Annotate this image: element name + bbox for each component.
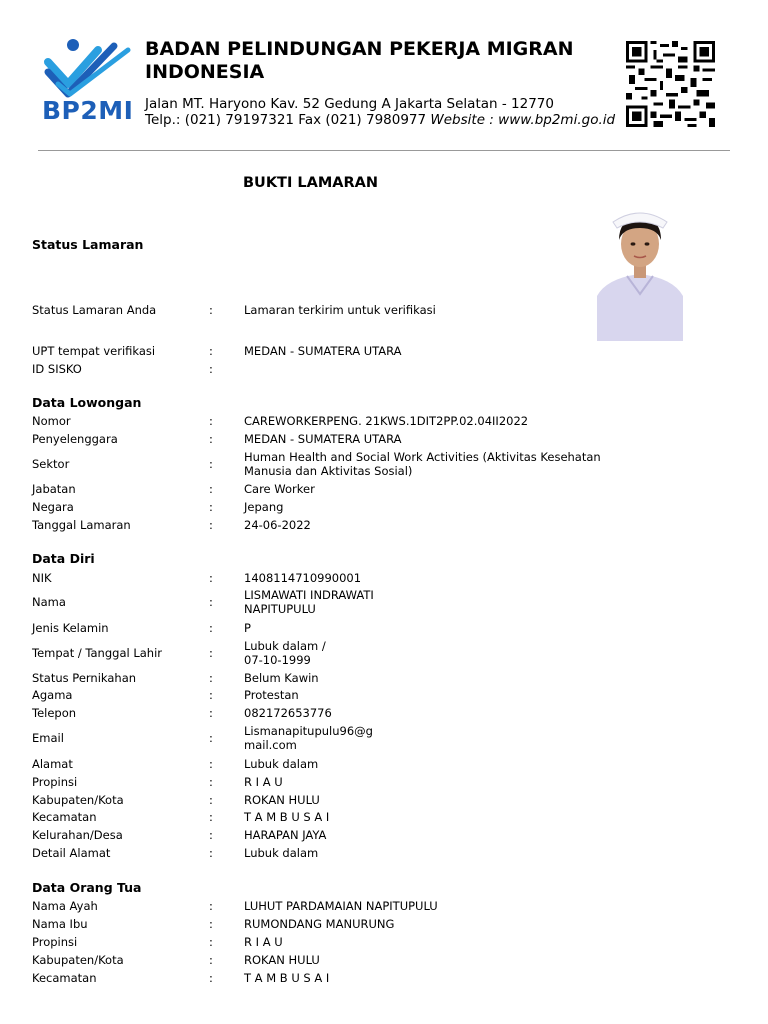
website-link[interactable]: www.bp2mi.go.id [498, 112, 616, 128]
field-colon: : [209, 362, 213, 376]
field-colon: : [209, 595, 213, 609]
field-colon: : [209, 899, 213, 913]
field-colon: : [209, 457, 213, 471]
field-value: 082172653776 [244, 706, 332, 720]
field-colon: : [209, 303, 213, 317]
field-label: Nama Ibu [32, 917, 88, 931]
header-divider [38, 150, 730, 151]
field-colon: : [209, 810, 213, 824]
section-heading-data-diri: Data Diri [32, 551, 95, 566]
field-value: HARAPAN JAYA [244, 828, 327, 842]
field-value: Lamaran terkirim untuk verifikasi [244, 303, 436, 317]
section-heading-orang-tua: Data Orang Tua [32, 880, 142, 895]
organization-address [145, 96, 615, 128]
field-label: ID SISKO [32, 362, 82, 376]
field-label: Detail Alamat [32, 846, 111, 860]
section-heading-status: Status Lamaran [32, 237, 144, 252]
field-label: Nomor [32, 414, 71, 428]
field-label: Penyelenggara [32, 432, 118, 446]
field-colon: : [209, 953, 213, 967]
field-colon: : [209, 344, 213, 358]
field-value: ROKAN HULU [244, 793, 320, 807]
field-label: Jabatan [32, 482, 76, 496]
field-value: 24-06-2022 [244, 518, 311, 532]
field-value: CAREWORKERPENG. 21KWS.1DIT2PP.02.04II2022 [244, 414, 529, 428]
field-value: RUMONDANG MANURUNG [244, 917, 395, 931]
field-colon: : [209, 671, 213, 685]
field-value: Lubuk dalam / 07-10-1999 [244, 639, 326, 667]
field-label: Propinsi [32, 775, 78, 789]
field-value: ROKAN HULU [244, 953, 320, 967]
field-label: Alamat [32, 757, 73, 771]
field-value: MEDAN - SUMATERA UTARA [244, 344, 402, 358]
field-colon: : [209, 731, 213, 745]
field-colon: : [209, 935, 213, 949]
field-colon: : [209, 414, 213, 428]
field-colon: : [209, 793, 213, 807]
applicant-photo [597, 204, 683, 341]
field-label: Nama [32, 595, 66, 609]
field-label: Status Lamaran Anda [32, 303, 157, 317]
contact-line [145, 112, 615, 128]
field-label: Kelurahan/Desa [32, 828, 123, 842]
field-value: R I A U [244, 775, 283, 789]
qr-code-icon [626, 41, 715, 127]
document-title: BUKTI LAMARAN [243, 175, 379, 191]
field-label: NIK [32, 571, 52, 585]
organization-title: BADAN PELINDUNGAN PEKERJA MIGRAN INDONESIA [145, 38, 574, 83]
field-colon: : [209, 775, 213, 789]
field-colon: : [209, 500, 213, 514]
field-label: Kecamatan [32, 810, 97, 824]
field-value: Lubuk dalam [244, 846, 319, 860]
field-value: T A M B U S A I [244, 810, 330, 824]
field-colon: : [209, 828, 213, 842]
field-label: Agama [32, 688, 73, 702]
section-heading-lowongan: Data Lowongan [32, 395, 142, 410]
field-value: 1408114710990001 [244, 571, 362, 585]
field-colon: : [209, 757, 213, 771]
field-value: Belum Kawin [244, 671, 319, 685]
field-label: Negara [32, 500, 74, 514]
field-value: Protestan [244, 688, 299, 702]
address-line: Jalan MT. Haryono Kav. 52 Gedung A Jakarta Selatan - 12770 [145, 96, 554, 112]
field-label: Sektor [32, 457, 70, 471]
field-colon: : [209, 917, 213, 931]
field-colon: : [209, 646, 213, 660]
field-colon: : [209, 432, 213, 446]
field-label: Tempat / Tanggal Lahir [32, 646, 163, 660]
field-label: Kabupaten/Kota [32, 793, 124, 807]
contact-phone-fax: Telp.: (021) 79197321 Fax (021) 7980977 [145, 112, 427, 128]
field-value: Lismanapitupulu96@gmail.com [244, 724, 373, 752]
field-label: Telepon [32, 706, 77, 720]
field-colon: : [209, 518, 213, 532]
field-value: Human Health and Social Work Activities (Aktivitas Kesehatan Manusia dan Aktivitas Sosial) [244, 450, 601, 478]
field-value: MEDAN - SUMATERA UTARA [244, 432, 402, 446]
field-value: LISMAWATI INDRAWATI NAPITUPULU [244, 588, 374, 616]
field-value: Lubuk dalam [244, 757, 319, 771]
field-value: Jepang [244, 500, 284, 514]
field-value: LUHUT PARDAMAIAN NAPITUPULU [244, 899, 438, 913]
field-label: Tanggal Lamaran [32, 518, 131, 532]
field-colon: : [209, 846, 213, 860]
field-value: P [244, 621, 251, 635]
field-label: UPT tempat verifikasi [32, 344, 156, 358]
field-label: Status Pernikahan [32, 671, 137, 685]
field-label: Kabupaten/Kota [32, 953, 124, 967]
field-label: Jenis Kelamin [32, 621, 109, 635]
field-colon: : [209, 621, 213, 635]
field-label: Nama Ayah [32, 899, 98, 913]
field-label: Propinsi [32, 935, 78, 949]
field-colon: : [209, 706, 213, 720]
field-label: Kecamatan [32, 971, 97, 985]
logo-wordmark: BP2MI [42, 96, 134, 125]
field-colon: : [209, 571, 213, 585]
field-colon: : [209, 971, 213, 985]
field-colon: : [209, 482, 213, 496]
field-value: T A M B U S A I [244, 971, 330, 985]
website-label: Website : [430, 112, 494, 128]
field-label: Email [32, 731, 64, 745]
field-value: R I A U [244, 935, 283, 949]
field-value: Care Worker [244, 482, 315, 496]
field-colon: : [209, 688, 213, 702]
